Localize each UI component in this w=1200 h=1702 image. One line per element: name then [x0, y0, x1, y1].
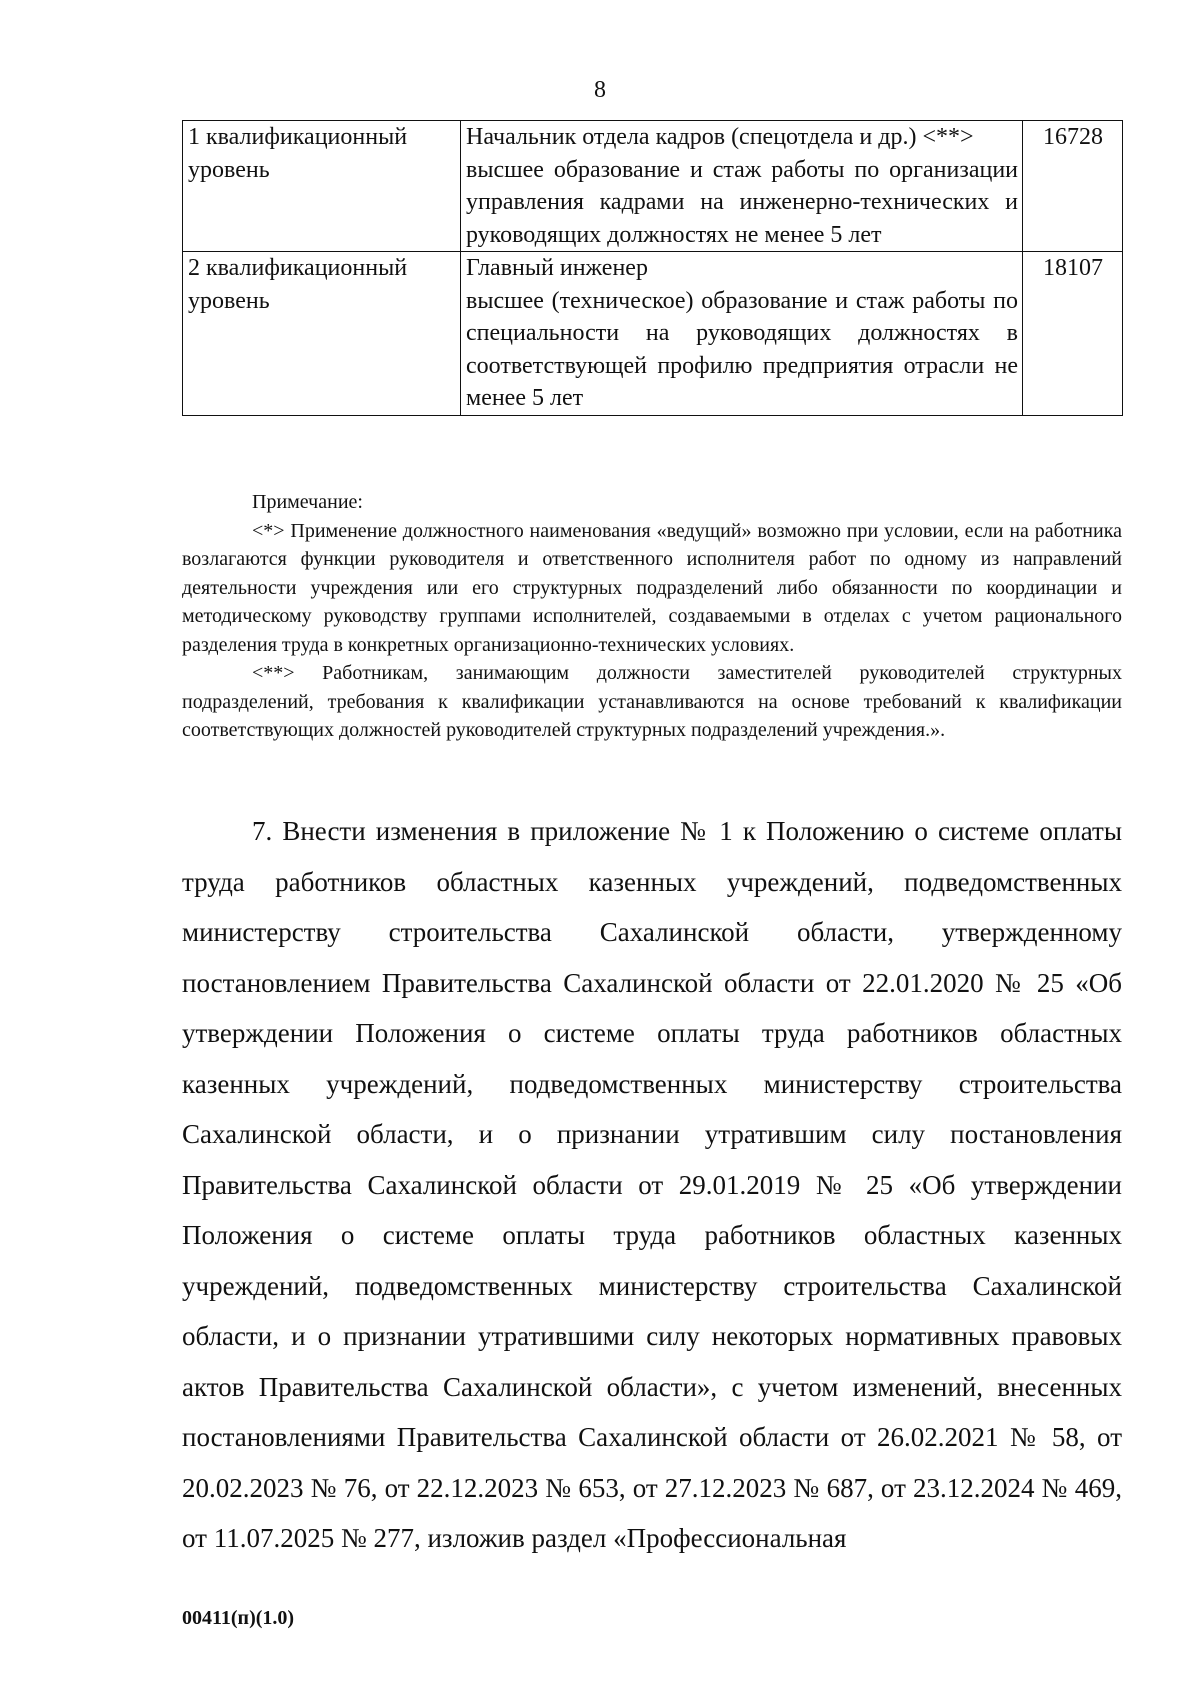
table-row: [183, 252, 1123, 416]
position-requirements: высшее образование и стаж работы по организации управления кадрами на инженерно-технических и руководящих должностях не менее 5 лет: [466, 156, 1018, 248]
position-description: [461, 121, 1023, 252]
qualification-table: [182, 120, 1123, 416]
note-heading: Примечание:: [252, 491, 363, 513]
salary-value: 18107: [1023, 252, 1123, 416]
qualification-level: 2 квалификационный уровень: [183, 252, 461, 416]
body-paragraph: 7. Внести изменения в приложение № 1 к Положению о системе оплаты труда работников областных казенных учреждений, подведомственных министерству строительства Сахалинской области, утвержденному постановлением Правительства Сахалинской области от 22.01.2020 № 25 «Об утверждении Положения о системе оплаты труда работников областных казенных учреждений, подведомственных министерству строительства Сахалинской области, и о признании утратившим силу постановления Правительства Сахалинской области от 29.01.2019 № 25 «Об утверждении Положения о системе оплаты труда работников областных казенных учреждений, подведомственных министерству строительства Сахалинской области, и о признании утратившими силу некоторых нормативных правовых актов Правительства Сахалинской области», с учетом изменений, внесенных постановлениями Правительства Сахалинской области от 26.02.2021 № 58, от 20.02.2023 № 76, от 22.12.2023 № 653, от 27.12.2023 № 687, от 23.12.2024 № 469, от 11.07.2025 № 277, изложив раздел «Профессиональная: [182, 816, 1122, 1553]
note-item: <**> Работникам, занимающим должности заместителей руководителей структурных подразделений, требования к квалификации устанавливаются на основе требований к квалификации соответствующих должностей руководителей структурных подразделений учреждения.».: [182, 662, 1122, 741]
page-number: 8: [594, 77, 606, 103]
position-description: [461, 252, 1023, 416]
table-row: [183, 121, 1123, 252]
note-item: <*> Применение должностного наименования «ведущий» возможно при условии, если на работника возлагаются функции руководителя и ответственного исполнителя работ по одному из направлений деятельности учреждения или его структурных подразделений либо обязанности по координации и методическому руководству группами исполнителей, создаваемыми в отделах с учетом рационального разделения труда в конкретных организационно-технических условиях.: [182, 519, 1122, 656]
position-requirements: высшее (техническое) образование и стаж работы по специальности на руководящих должностях в соответствующей профилю предприятия отрасли не менее 5 лет: [466, 287, 1018, 411]
qualification-level: 1 квалификационный уровень: [183, 121, 461, 252]
note-block: [182, 488, 1122, 745]
salary-value: 16728: [1023, 121, 1123, 252]
position-title: Начальник отдела кадров (спецотдела и др.) <**>: [466, 124, 974, 150]
document-code: 00411(п)(1.0): [182, 1607, 295, 1629]
position-title: Главный инженер: [466, 255, 648, 281]
